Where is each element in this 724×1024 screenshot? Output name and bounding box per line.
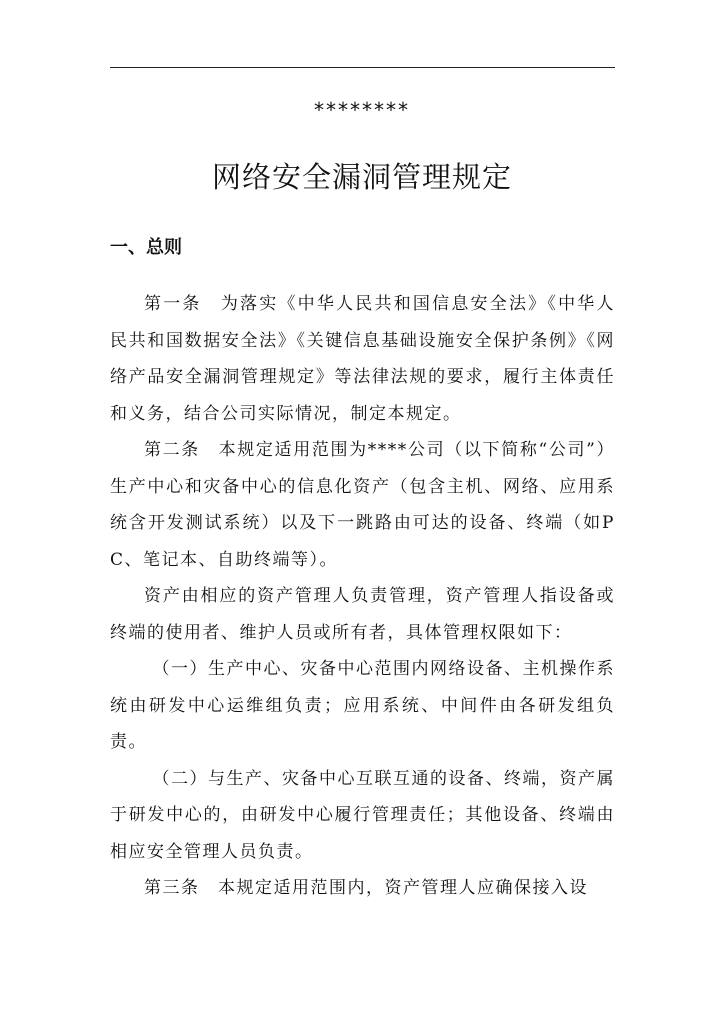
section-heading-general: 一、总则: [110, 237, 182, 258]
organization-name: ********: [314, 98, 410, 122]
header-rule: [110, 67, 615, 68]
clause-1-paragraph: （一）生产中心、灾备中心范围内网络设备、主机操作系统由研发中心运维组负责；应用系统、中间件由各研发组负责。: [110, 659, 615, 752]
document-body: [110, 286, 615, 907]
article-1-paragraph: 第一条 为落实《中华人民共和国信息安全法》《中华人民共和国数据安全法》《关键信息基础设施安全保护条例》《网络产品安全漏洞管理规定》等法律法规的要求，履行主体责任和义务，结合公司实际情况，制定本规定。: [110, 294, 615, 424]
article-3-paragraph: 第三条 本规定适用范围内，资产管理人应确保接入设: [144, 878, 588, 898]
document-title: 网络安全漏洞管理规定: [211, 160, 512, 194]
article-2-paragraph: 第二条 本规定适用范围为****公司（以下简称“公司”）生产中心和灾备中心的信息化资产（包含主机、网络、应用系统含开发测试系统）以及下一跳路由可达的设备、终端（如PC、笔记本、自助终端等）。: [110, 440, 615, 570]
asset-management-paragraph: 资产由相应的资产管理人负责管理，资产管理人指设备或终端的使用者、维护人员或所有者，具体管理权限如下：: [110, 586, 615, 643]
clause-2-paragraph: （二）与生产、灾备中心互联互通的设备、终端，资产属于研发中心的，由研发中心履行管理责任；其他设备、终端由相应安全管理人员负责。: [110, 768, 615, 862]
